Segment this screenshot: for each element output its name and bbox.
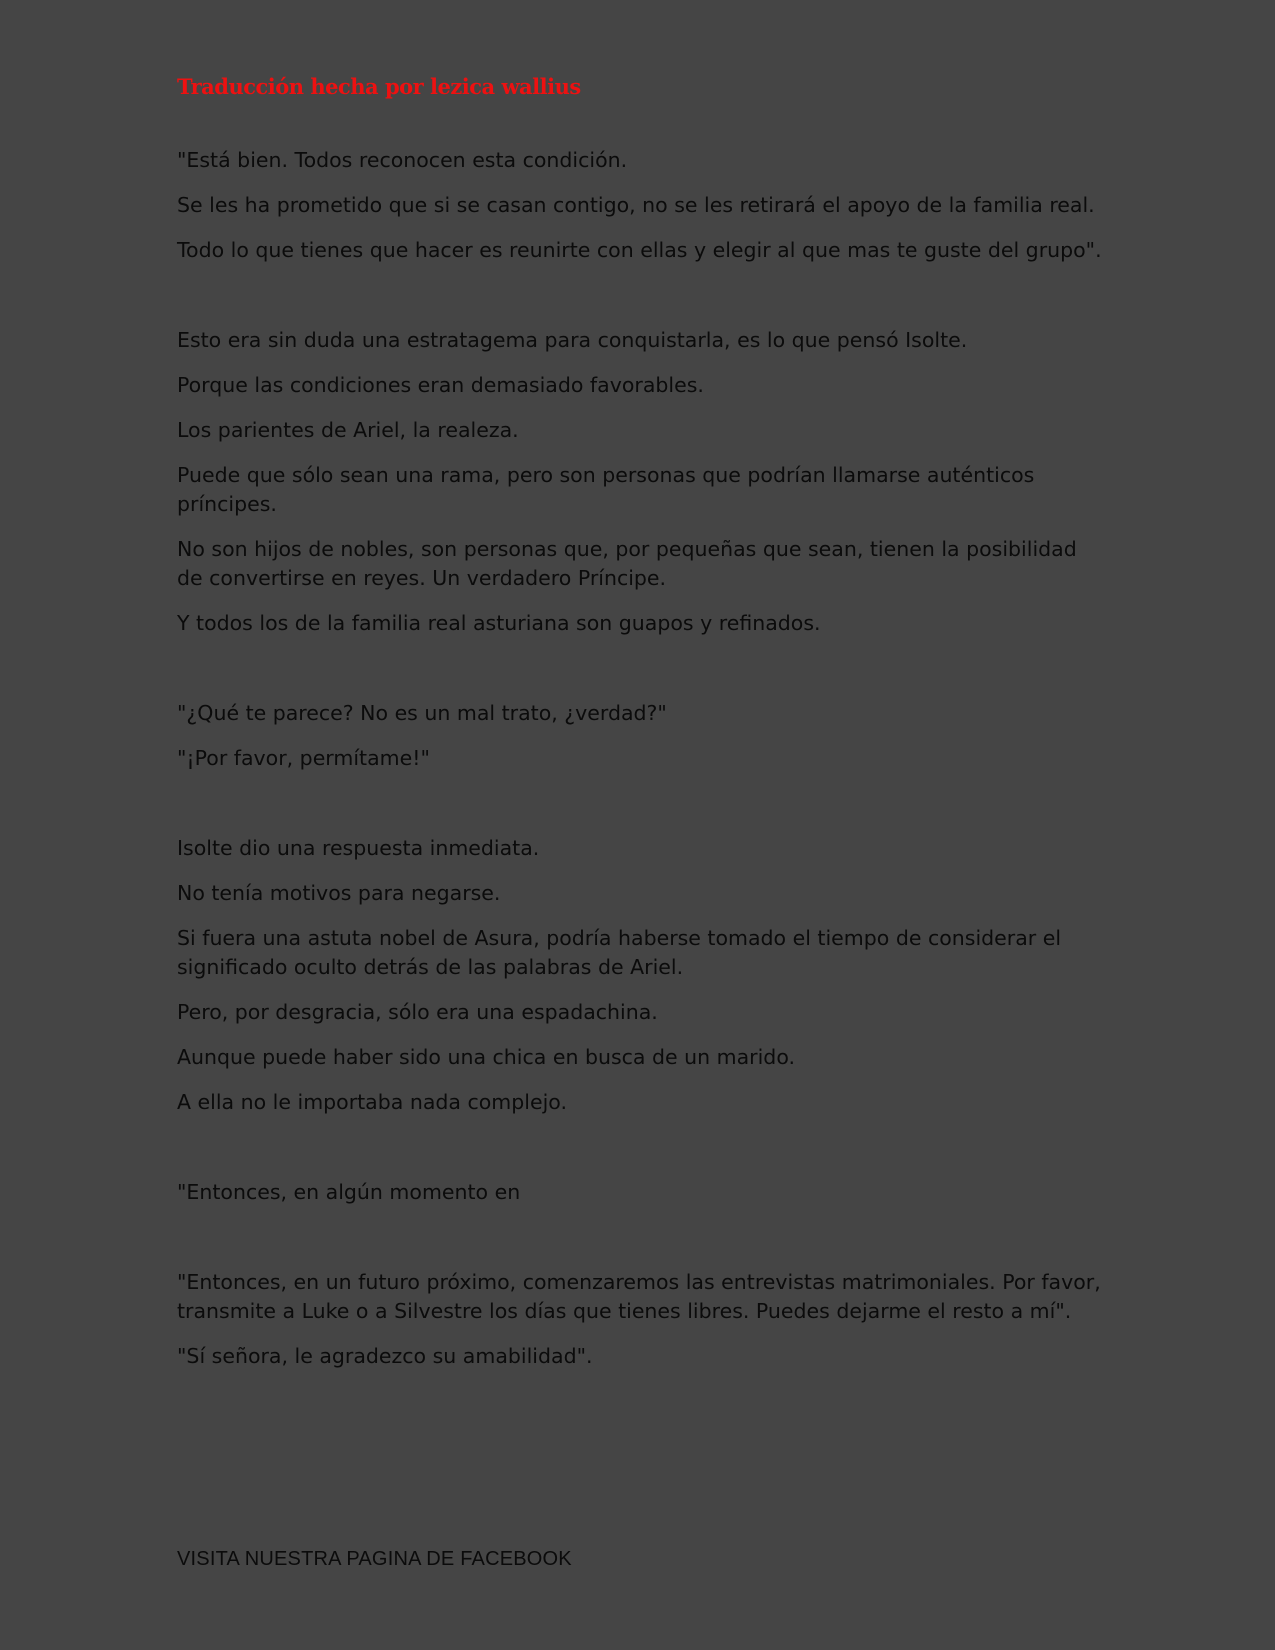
paragraph: "Entonces, en un futuro próximo, comenzaremos las entrevistas matrimoniales. Por favor, transmite a Luke o a Silvestre los días que tienes libres. Puedes dejarme el resto a mí". bbox=[177, 1270, 1101, 1323]
paragraph: No tenía motivos para negarse. bbox=[177, 881, 501, 905]
paragraph-gap bbox=[177, 654, 1102, 699]
paragraph: Todo lo que tienes que hacer es reunirte con ellas y elegir al que mas te guste del grupo". bbox=[177, 238, 1102, 262]
paragraph-gap bbox=[177, 281, 1102, 326]
paragraph: No son hijos de nobles, son personas que, por pequeñas que sean, tienen la posibilidad de convertirse en reyes. Un verdadero Príncipe. bbox=[177, 537, 1077, 590]
paragraph: Aunque puede haber sido una chica en busca de un marido. bbox=[177, 1045, 796, 1069]
paragraph: "Sí señora, le agradezco su amabilidad". bbox=[177, 1344, 593, 1368]
paragraph: Esto era sin duda una estratagema para conquistarla, es lo que pensó Isolte. bbox=[177, 328, 968, 352]
paragraph: Pero, por desgracia, sólo era una espadachina. bbox=[177, 1000, 658, 1024]
paragraph: Se les ha prometido que si se casan contigo, no se les retirará el apoyo de la familia real. bbox=[177, 193, 1095, 217]
paragraph: "Está bien. Todos reconocen esta condición. bbox=[177, 148, 628, 172]
paragraph-gap bbox=[177, 1223, 1102, 1268]
translation-credit: Traducción hecha por lezica wallius bbox=[177, 74, 581, 99]
paragraph: A ella no le importaba nada complejo. bbox=[177, 1090, 567, 1114]
facebook-link[interactable]: VISITA NUESTRA PAGINA DE FACEBOOK bbox=[177, 1548, 572, 1570]
paragraph-gap bbox=[177, 1133, 1102, 1178]
paragraph: "Entonces, en algún momento en bbox=[177, 1180, 521, 1204]
paragraph: Puede que sólo sean una rama, pero son personas que podrían llamarse auténticos príncipes. bbox=[177, 463, 1035, 516]
document-page bbox=[177, 70, 1102, 1387]
paragraph: Isolte dio una respuesta inmediata. bbox=[177, 836, 540, 860]
paragraph-gap bbox=[177, 789, 1102, 834]
paragraph: "¡Por favor, permítame!" bbox=[177, 746, 430, 770]
paragraph: Porque las condiciones eran demasiado favorables. bbox=[177, 373, 704, 397]
paragraph: Los parientes de Ariel, la realeza. bbox=[177, 418, 519, 442]
paragraph: Si fuera una astuta nobel de Asura, podría haberse tomado el tiempo de considerar el significado oculto detrás de las palabras de Ariel. bbox=[177, 926, 1062, 979]
paragraph: Y todos los de la familia real asturiana son guapos y refinados. bbox=[177, 611, 821, 635]
paragraph: "¿Qué te parece? No es un mal trato, ¿verdad?" bbox=[177, 701, 667, 725]
